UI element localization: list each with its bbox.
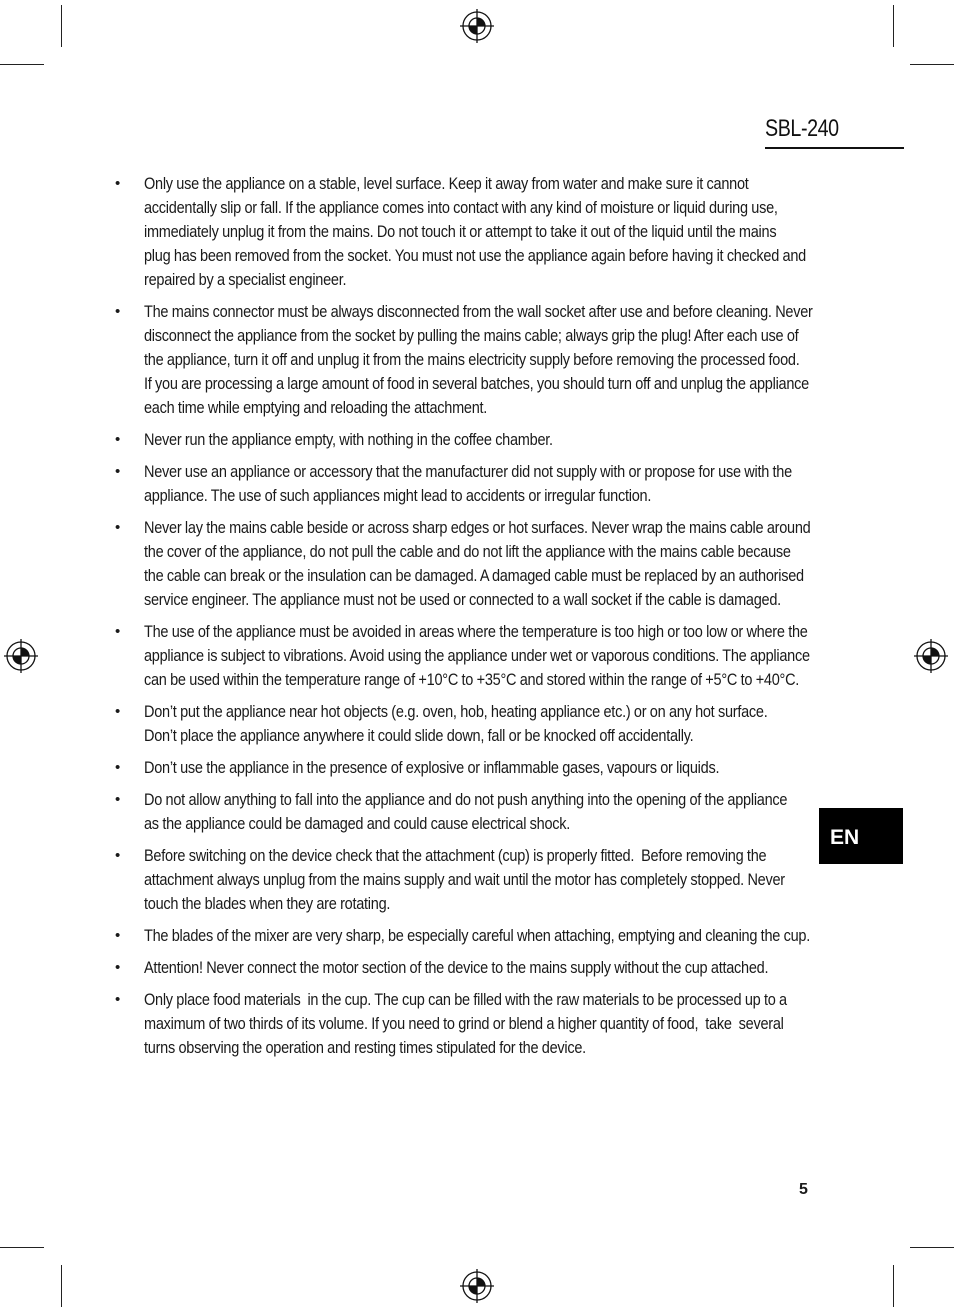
list-item-text bbox=[144, 956, 795, 980]
bullet-icon: • bbox=[115, 623, 121, 640]
list-item-text bbox=[144, 756, 795, 780]
text-line: maximum of two thirds of its volume. If you need to grind or blend a higher quantity of food, take several bbox=[144, 1015, 784, 1033]
list-item bbox=[112, 172, 812, 292]
bullet-icon: • bbox=[115, 703, 121, 720]
text-line: service engineer. The appliance must not be used or connected to a wall socket if the cable is damaged. bbox=[144, 591, 781, 609]
page-number: 5 bbox=[799, 1181, 808, 1198]
list-item bbox=[112, 460, 812, 508]
list-item bbox=[112, 788, 812, 836]
registration-mark-left-icon bbox=[4, 639, 38, 673]
text-line: Don’t place the appliance anywhere it could slide down, fall or be knocked off accidentally. bbox=[144, 727, 694, 745]
text-line: as the appliance could be damaged and could cause electrical shock. bbox=[144, 815, 571, 833]
crop-mark-bottom-right-horizontal bbox=[910, 1247, 954, 1248]
list-item bbox=[112, 988, 812, 1060]
bullet-icon: • bbox=[115, 959, 121, 976]
bullet-icon: • bbox=[115, 519, 121, 536]
registration-mark-top-icon bbox=[460, 9, 494, 43]
registration-mark-right-icon bbox=[914, 639, 948, 673]
text-line: immediately unplug it from the mains. Do not touch it or attempt to take it out of the liquid until the mains bbox=[144, 223, 777, 241]
text-line: Before switching on the device check that the attachment (cup) is properly fitted. Before removing the bbox=[144, 847, 767, 865]
text-line: Never use an appliance or accessory that the manufacturer did not supply with or propose for use with the bbox=[144, 463, 792, 481]
model-title: SBL-240 bbox=[765, 115, 839, 142]
text-line: Only use the appliance on a stable, level surface. Keep it away from water and make sure it cannot bbox=[144, 175, 749, 193]
text-line: Attention! Never connect the motor section of the device to the mains supply without the cup attached. bbox=[144, 959, 769, 977]
list-item bbox=[112, 516, 812, 612]
text-line: can be used within the temperature range of +10°C to +35°C and stored within the range of +5°C to +40°C. bbox=[144, 671, 800, 689]
bullet-icon: • bbox=[115, 431, 121, 448]
text-line: appliance is subject to vibrations. Avoid using the appliance under wet or vaporous conditions. The appliance bbox=[144, 647, 810, 665]
text-line: plug has been removed from the socket. You must not use the appliance again before having it checked and bbox=[144, 247, 806, 265]
list-item-text bbox=[144, 988, 795, 1060]
text-line: The use of the appliance must be avoided in areas where the temperature is too high or too low or where the bbox=[144, 623, 808, 641]
bullet-icon: • bbox=[115, 791, 121, 808]
crop-mark-top-left-vertical bbox=[61, 5, 62, 47]
list-item-text bbox=[144, 460, 795, 508]
text-line: attachment always unplug from the mains supply and wait until the motor has completely stopped. Never bbox=[144, 871, 785, 889]
bullet-icon: • bbox=[115, 463, 121, 480]
list-item-text bbox=[144, 924, 810, 948]
list-item bbox=[112, 844, 812, 916]
list-item-text bbox=[144, 172, 806, 292]
language-tab: EN bbox=[819, 808, 903, 864]
list-item bbox=[112, 620, 812, 692]
text-line: The mains connector must be always disconnected from the wall socket after use and before cleaning. Never bbox=[144, 303, 813, 321]
list-item-text bbox=[144, 428, 795, 452]
list-item-text bbox=[144, 620, 810, 692]
crop-mark-bottom-left-horizontal bbox=[0, 1247, 44, 1248]
list-item bbox=[112, 956, 812, 980]
text-line: Never lay the mains cable beside or across sharp edges or hot surfaces. Never wrap the mains cable around bbox=[144, 519, 811, 537]
bullet-icon: • bbox=[115, 175, 121, 192]
list-item-text bbox=[144, 516, 811, 612]
bullet-icon: • bbox=[115, 303, 121, 320]
list-item bbox=[112, 756, 812, 780]
model-title-underline bbox=[765, 147, 904, 149]
text-line: the cable can break or the insulation can be damaged. A damaged cable must be replaced by an authorised bbox=[144, 567, 804, 585]
list-item bbox=[112, 300, 812, 420]
text-line: Do not allow anything to fall into the appliance and do not push anything into the opening of the appliance bbox=[144, 791, 788, 809]
text-line: appliance. The use of such appliances might lead to accidents or irregular function. bbox=[144, 487, 652, 505]
text-line: If you are processing a large amount of food in several batches, you should turn off and unplug the appliance bbox=[144, 375, 809, 393]
crop-mark-bottom-left-vertical bbox=[61, 1265, 62, 1307]
bullet-icon: • bbox=[115, 927, 121, 944]
text-line: Only place food materials in the cup. The cup can be filled with the raw materials to be processed up to a bbox=[144, 991, 787, 1009]
list-item-text bbox=[144, 300, 813, 420]
text-line: the cover of the appliance, do not pull the cable and do not lift the appliance with the mains cable because bbox=[144, 543, 791, 561]
text-line: touch the blades when they are rotating. bbox=[144, 895, 391, 913]
text-line: The blades of the mixer are very sharp, be especially careful when attaching, emptying and cleaning the cup. bbox=[144, 927, 810, 945]
text-line: Never run the appliance empty, with nothing in the coffee chamber. bbox=[144, 431, 553, 449]
crop-mark-top-right-horizontal bbox=[910, 64, 954, 65]
bullet-icon: • bbox=[115, 759, 121, 776]
crop-mark-top-left-horizontal bbox=[0, 64, 44, 65]
registration-mark-bottom-icon bbox=[460, 1269, 494, 1303]
text-line: disconnect the appliance from the socket by pulling the mains cable; always grip the plug! After each use of bbox=[144, 327, 799, 345]
crop-mark-top-right-vertical bbox=[893, 5, 894, 47]
text-line: Don’t put the appliance near hot objects (e.g. oven, hob, heating appliance etc.) or on any hot surface. bbox=[144, 703, 768, 721]
list-item bbox=[112, 924, 812, 948]
text-line: repaired by a specialist engineer. bbox=[144, 271, 347, 289]
bullet-icon: • bbox=[115, 991, 121, 1008]
list-item-text bbox=[144, 844, 795, 916]
bullet-icon: • bbox=[115, 847, 121, 864]
text-line: each time while emptying and reloading the attachment. bbox=[144, 399, 488, 417]
list-item bbox=[112, 428, 812, 452]
safety-instructions-list bbox=[112, 172, 812, 1068]
text-line: Don’t use the appliance in the presence of explosive or inflammable gases, vapours or liquids. bbox=[144, 759, 720, 777]
list-item bbox=[112, 700, 812, 748]
text-line: turns observing the operation and resting times stipulated for the device. bbox=[144, 1039, 586, 1057]
text-line: accidentally slip or fall. If the appliance comes into contact with any kind of moisture or liquid during use, bbox=[144, 199, 778, 217]
crop-mark-bottom-right-vertical bbox=[893, 1265, 894, 1307]
text-line: the appliance, turn it off and unplug it from the mains electricity supply before removing the processed food. bbox=[144, 351, 800, 369]
list-item-text bbox=[144, 700, 795, 748]
list-item-text bbox=[144, 788, 795, 836]
